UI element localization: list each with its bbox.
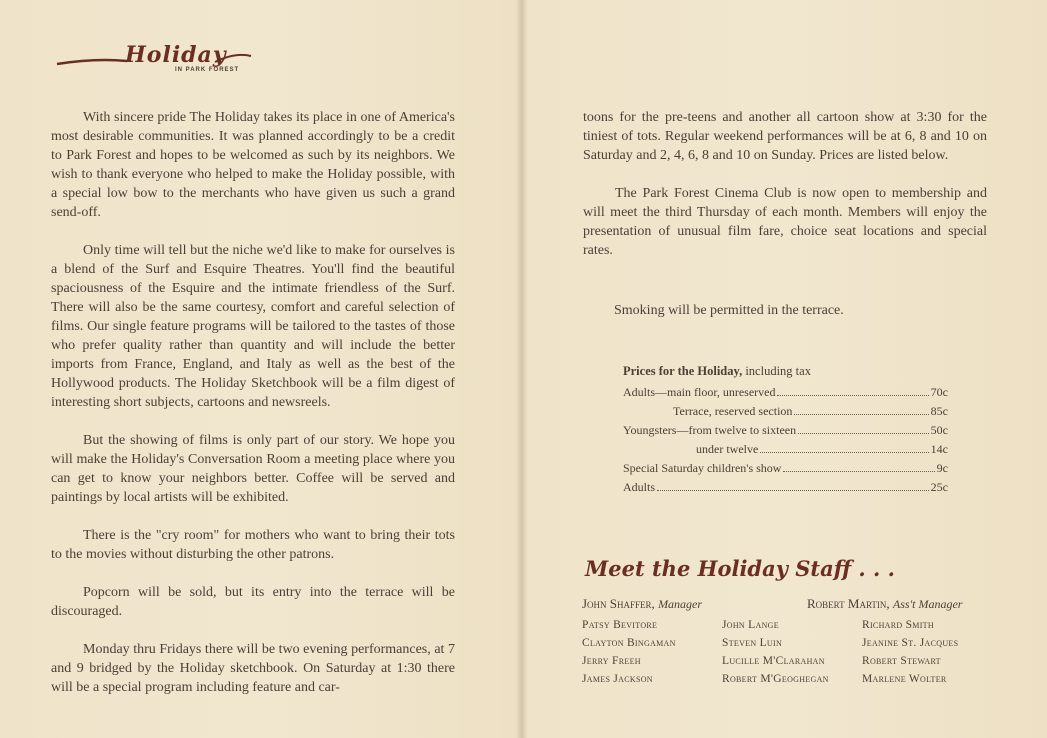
staff-member: Clayton Bingaman [582, 637, 676, 649]
staff-member: Steven Luin [722, 637, 783, 649]
paragraph: Popcorn will be sold, but its entry into the terrace will be discouraged. [51, 585, 455, 619]
leader-dots [798, 433, 929, 434]
leader-dots [783, 471, 934, 472]
right-column [583, 108, 987, 279]
page-fold [516, 0, 528, 738]
price-row [623, 423, 948, 442]
paragraph: The Park Forest Cinema Club is now open to membership and will meet the third Thursday of each month. Members will enjoy the presentation of unusual film fare, choice seat locations and special rates. [583, 186, 987, 258]
manager-role: Manager [658, 597, 703, 611]
staff-member: James Jackson [582, 673, 653, 685]
staff-member: John Lange [722, 619, 779, 631]
price-row [623, 385, 948, 404]
price-title-bold: Prices for the Holiday, [623, 364, 743, 378]
price-label: Adults—main floor, unreserved [623, 385, 776, 399]
price-label: Youngsters—from twelve to sixteen [623, 423, 797, 437]
leader-dots [794, 414, 928, 415]
price-label: Special Saturday children's show [623, 461, 782, 475]
price-label: Terrace, reserved section [673, 404, 793, 418]
left-column [51, 108, 455, 716]
price-list [623, 364, 948, 499]
price-row [623, 442, 948, 461]
price-label: Adults [623, 480, 656, 494]
staff-member: Jerry Freeh [582, 655, 641, 667]
holiday-logo [55, 40, 255, 80]
price-title-rest: including tax [742, 364, 811, 378]
leader-dots [760, 452, 928, 453]
smoking-notice: Smoking will be permitted in the terrace. [614, 303, 844, 318]
assistant-name: Robert Martin, [807, 596, 893, 611]
price-row [623, 461, 948, 480]
logo-subtitle: IN PARK FOREST [175, 67, 240, 73]
staff-member: Lucille M'Clarahan [722, 655, 825, 667]
price-amount: 9c [936, 461, 948, 475]
price-amount: 70c [930, 385, 948, 399]
staff-member: Robert Stewart [862, 655, 941, 667]
price-row [623, 404, 948, 423]
price-row [623, 480, 948, 499]
staff-column [722, 619, 829, 691]
staff-column [582, 619, 676, 691]
price-amount: 50c [930, 423, 948, 437]
paragraph: There is the "cry room" for mothers who want to bring their tots to the movies without disturbing the other patrons. [51, 528, 455, 562]
staff-member: Marlene Wolter [862, 673, 947, 685]
paragraph: With sincere pride The Holiday takes its place in one of America's most desirable communities. It was planned accordingly to be a credit to Park Forest and hopes to be welcomed as such by its neighbors. We wish to thank everyone who helped to make the Holiday possible, with a special low bow to the merchants who have given us such a grand send-off. [51, 110, 455, 220]
leader-dots [657, 490, 929, 491]
manager [582, 596, 702, 612]
paragraph: Monday thru Fridays there will be two evening performances, at 7 and 9 bridged by the Holiday sketchbook. On Saturday at 1:30 there will be a special program including feature and car- [51, 642, 455, 695]
paragraph: Only time will tell but the niche we'd like to make for ourselves is a blend of the Surf and Esquire Theatres. You'll find the beautiful spaciousness of the Esquire and the intimate friendless of the Surf. There will also be the same courtesy, comfort and careful selection of films. Our single feature programs will be tailored to the tastes of those who prefer quality rather than quantity and will include the better imports from France, England, and Italy as well as the best of the Hollywood products. The Holiday Sketchbook will be a film digest of interesting short subjects, cartoons and newsreels. [51, 243, 455, 410]
price-list-title [623, 364, 948, 379]
staff-heading: Meet the Holiday Staff . . . [585, 556, 895, 581]
paragraph: toons for the pre-teens and another all cartoon show at 3:30 for the tiniest of tots. Regular weekend performances will be at 6, 8 and 10 on Saturday and 2, 4, 6, 8 and 10 on Sunday. Prices are listed below. [583, 110, 987, 163]
logo-word: Holiday [125, 42, 227, 68]
staff-member: Richard Smith [862, 619, 934, 631]
staff-member: Jeanine St. Jacques [862, 637, 959, 649]
staff-member: Patsy Bevitore [582, 619, 658, 631]
staff-member: Robert M'Geoghegan [722, 673, 829, 685]
manager-name: John Shaffer, [582, 596, 659, 611]
price-amount: 85c [930, 404, 948, 418]
paragraph: But the showing of films is only part of our story. We hope you will make the Holiday's Conversation Room a meeting place where you can get to know your neighbors better. Coffee will be served and paintings by local artists will be exhibited. [51, 433, 455, 505]
leader-dots [777, 395, 928, 396]
assistant-role: Ass't Manager [892, 597, 963, 611]
price-label: under twelve [696, 442, 759, 456]
price-amount: 14c [930, 442, 948, 456]
staff-column [862, 619, 958, 691]
assistant-manager [807, 596, 962, 612]
price-amount: 25c [930, 480, 948, 494]
